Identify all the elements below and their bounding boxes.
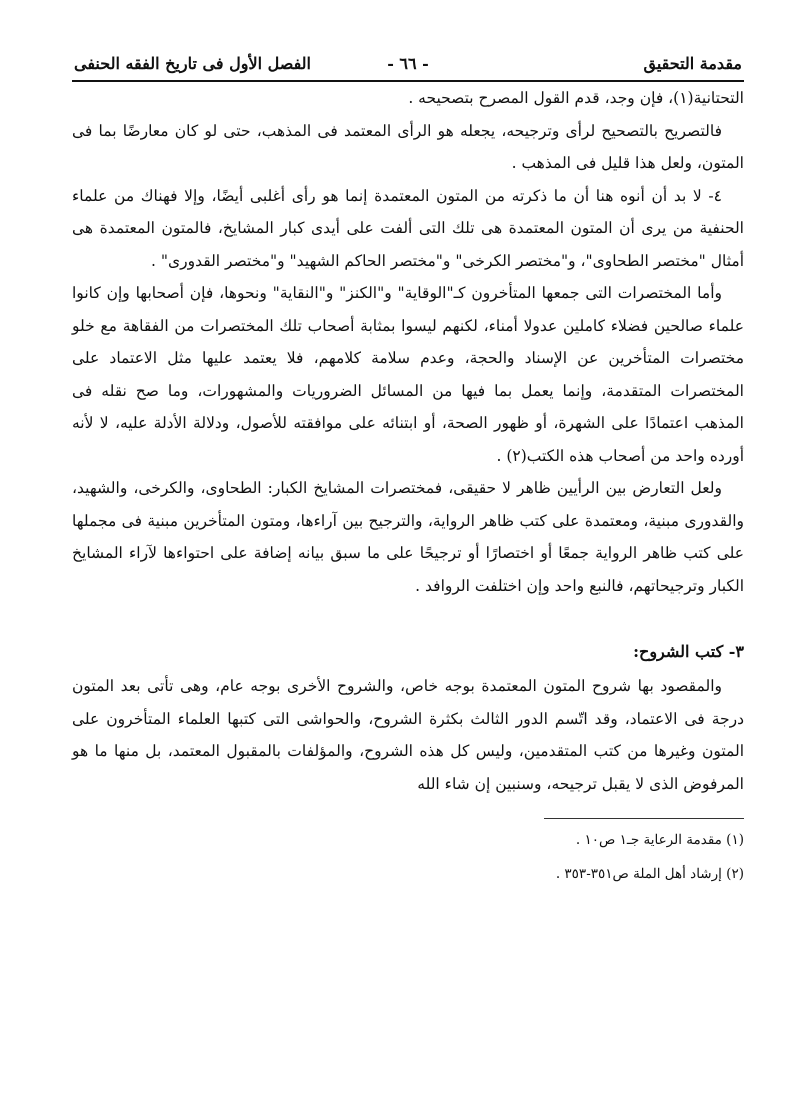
chapter-title: الفصل الأول فى تاريخ الفقه الحنفى	[74, 54, 311, 73]
running-header	[72, 44, 744, 82]
main-text	[72, 82, 744, 800]
paragraph-3: ٤- لا بد أن أنوه هنا أن ما ذكرته من المتون المعتمدة إنما هو رأى أغلبى أيضًا، وإلا فهناك من علماء الحنفية من يرى أن المتون المعتمدة هى تلك التى ألفت على أيدى كبار المشايخ، فالمتون المعتمدة هى أمثال "مختصر الطحاوى"، و"مختصر الكرخى" و"مختصر الحاكم الشهيد" و"مختصر القدورى" .	[72, 186, 744, 270]
book-page	[72, 44, 744, 1074]
footnote-1: (١) مقدمة الرعاية جـ١ ص١٠ .	[575, 832, 744, 848]
book-title: مقدمة التحقيق	[643, 54, 742, 73]
paragraph-1: التحتانية(١)، فإن وجد، قدم القول المصرح بتصحيحه .	[408, 89, 744, 107]
page-number: - ٦٦ -	[387, 54, 429, 73]
paragraph-2: فالتصريح بالتصحيح لرأى وترجيحه، يجعله هو الرأى المعتمد فى المذهب، حتى لو كان معارضًا بما فى المتون، ولعل هذا قليل فى المذهب .	[72, 121, 744, 172]
paragraph-5: ولعل التعارض بين الرأيين ظاهر لا حقيقى، فمختصرات المشايخ الكبار: الطحاوى، والكرخى، والشهيد، والقدورى مبنية، ومعتمدة على كتب ظاهر الرواية، والترجيح بين آراءها، ومتون المتأخرين مبنية فى مجملها على كتب ظاهر الرواية جمعًا أو اختصارًا أو ترجيحًا على ما سبق بيانه إضافة على احتواءها لآراء المشايخ الكبار وترجيحاتهم، فالنبع واحد وإن اختلفت الروافد .	[72, 479, 744, 595]
paragraph-4: وأما المختصرات التى جمعها المتأخرون كـ"الوقاية" و"الكنز" و"النقاية" ونحوها، فإن أصحابها وإن كانوا علماء صالحين فضلاء كاملين عدولا أمناء، لكنهم ليسوا بمثابة أصحاب تلك المختصرات من الفقاهة مع خلو مختصرات المتأخرين عن الإسناد والحجة، وعدم سلامة كلامهم، فلا يعتمد عليها مثل الاعتماد على المختصرات المتقدمة، وإنما يعمل بما فيها من المسائل الضروريات والمشهورات، وما صح نقله فى المذهب اعتمادًا على الشهرة، أو ظهور الصحة، أو ابتنائه على موافقته للأصول، ودلالة الأدلة عليه، لا لأنه أورده واحد من أصحاب هذه الكتب(٢) .	[72, 284, 744, 465]
footnotes	[72, 823, 744, 891]
footnote-divider	[544, 818, 744, 819]
footnote-2: (٢) إرشاد أهل الملة ص٣٥١-٣٥٣ .	[555, 866, 744, 882]
section-spacer	[72, 602, 744, 634]
paragraph-6: والمقصود بها شروح المتون المعتمدة بوجه خاص، والشروح الأخرى بوجه عام، وهى تأتى بعد المتون درجة فى الاعتماد، وقد اتّسم الدور الثالث بكثرة الشروح، والحواشى التى كتبها العلماء المتأخرون على المتون وغيرها من كتب المتقدمين، وليس كل هذه الشروح، والمؤلفات بالمقبول المعتمد، بل منها ما هو المرفوض الذى لا يقبل ترجيحه، وسنبين إن شاء الله	[72, 677, 744, 793]
section-heading: ٣- كتب الشروح:	[633, 642, 744, 661]
